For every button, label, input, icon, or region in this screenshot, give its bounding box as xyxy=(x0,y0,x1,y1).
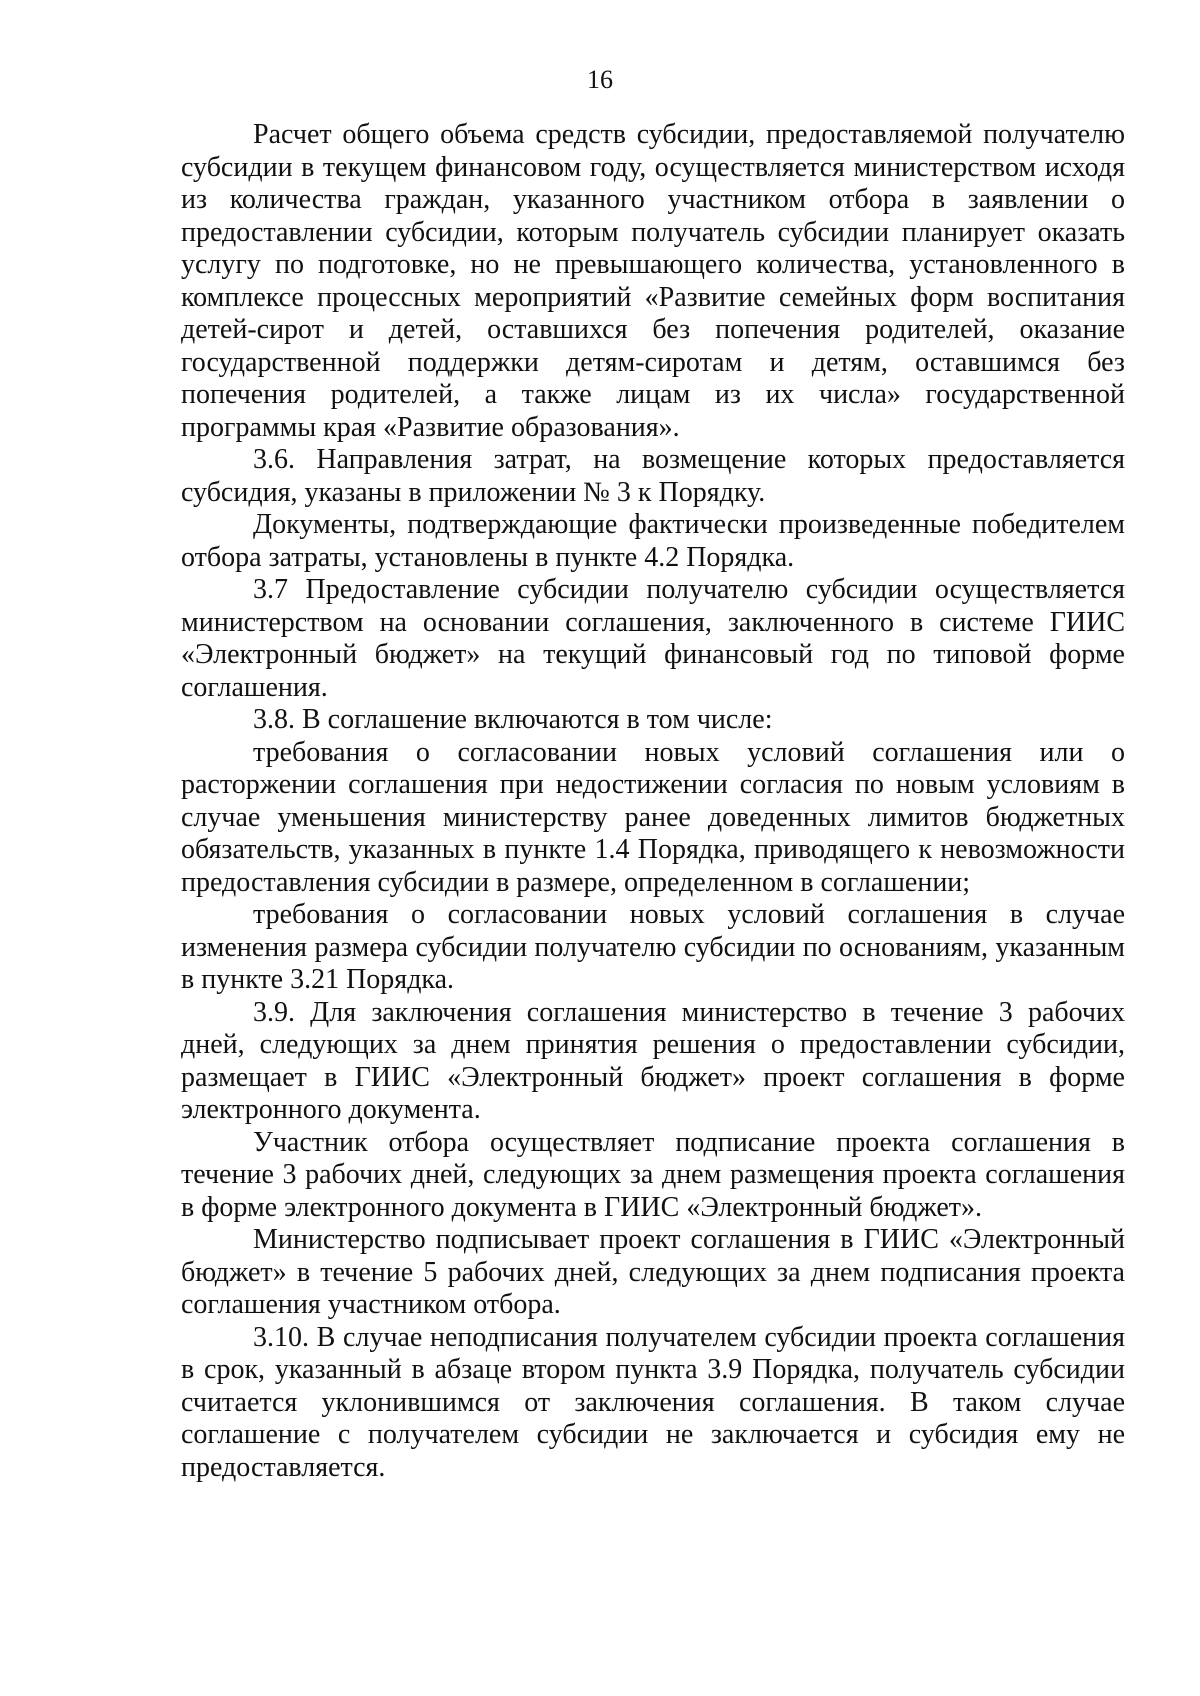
paragraph-subsidy-calculation: Расчет общего объема средств субсидии, предоставляемой получателю субсидии в текущем финансовом году, осуществляется министерством исходя из количества граждан, указанного участником отбора в заявлении о предоставлении субсидии, которым получатель субсидии планирует оказать услугу по подготовке, но не превышающего количества, установленного в комплексе процессных мероприятий «Развитие семейных форм воспитания детей-сирот и детей, оставшихся без попечения родителей, оказание государственной поддержки детям-сиротам и детям, оставшимся без попечения родителей, а также лицам из их числа» государственной программы края «Развитие образования». xyxy=(181,119,1125,443)
paragraph-3-10-non-signing: 3.10. В случае неподписания получателем субсидии проекта соглашения в срок, указанный в абзаце втором пункта 3.9 Порядка, получатель субсидии считается уклонившимся от заключения соглашения. В таком случае соглашение с получателем субсидии не заключается и субсидия ему не предоставляется. xyxy=(181,1321,1125,1483)
paragraph-3-8-agreement-contents: 3.8. В соглашение включаются в том числе: xyxy=(253,704,773,735)
paragraph-3-9-agreement-conclusion: 3.9. Для заключения соглашения министерство в течение 3 рабочих дней, следующих за днем принятия решения о предоставлении субсидии, размещает в ГИИС «Электронный бюджет» проект соглашения в форме электронного документа. xyxy=(181,996,1125,1125)
paragraph-3-7-agreement-basis: 3.7 Предоставление субсидии получателю субсидии осуществляется министерством на основании соглашения, заключенного в системе ГИИС «Электронный бюджет» на текущий финансовый год по типовой форме соглашения. xyxy=(181,574,1125,703)
paragraph-requirement-termination: требования о согласовании новых условий соглашения или о расторжении соглашения при недостижении согласия по новым условиям в случае уменьшения министерству ранее доведенных лимитов бюджетных обязательств, указанных в пункте 1.4 Порядка, приводящего к невозможности предоставления субсидии в размере, определенном в соглашении; xyxy=(181,736,1125,898)
paragraph-3-6-cost-directions: 3.6. Направления затрат, на возмещение которых предоставляется субсидия, указаны в приложении № 3 к Порядку. xyxy=(181,444,1125,508)
paragraph-ministry-signing: Министерство подписывает проект соглашения в ГИИС «Электронный бюджет» в течение 5 рабочих дней, следующих за днем подписания проекта соглашения участником отбора. xyxy=(181,1224,1125,1320)
document-body xyxy=(181,119,1125,1484)
paragraph-requirement-size-change: требования о согласовании новых условий соглашения в случае изменения размера субсидии получателю субсидии по основаниям, указанным в пункте 3.21 Порядка. xyxy=(181,899,1125,995)
paragraph-confirming-documents: Документы, подтверждающие фактически произведенные победителем отбора затраты, установлены в пункте 4.2 Порядка. xyxy=(181,509,1125,573)
page-number: 16 xyxy=(587,65,613,94)
paragraph-participant-signing: Участник отбора осуществляет подписание проекта соглашения в течение 3 рабочих дней, следующих за днем размещения проекта соглашения в форме электронного документа в ГИИС «Электронный бюджет». xyxy=(181,1126,1125,1223)
